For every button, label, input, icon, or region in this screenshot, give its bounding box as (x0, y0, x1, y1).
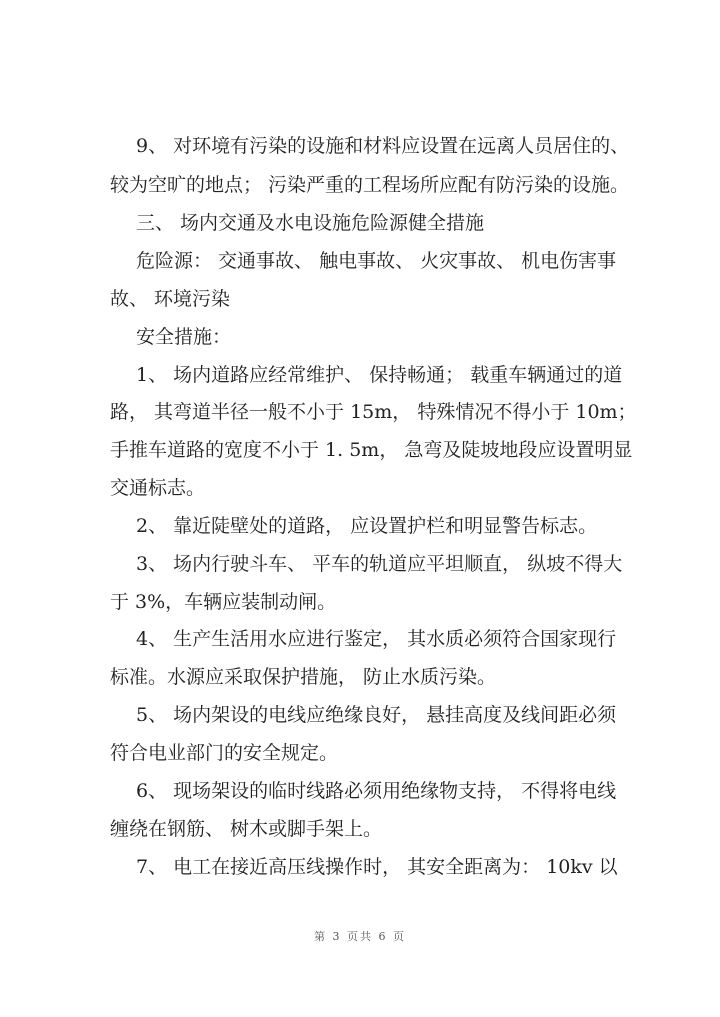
text-line: 较为空旷的地点； 污染严重的工程场所应配有防污染的设施。 (110, 174, 630, 196)
text-line: 缠绕在钢筋、 树木或脚手架上。 (110, 818, 383, 840)
text-line: 于 3%，车辆应装制动闸。 (110, 591, 337, 613)
text-line: 路， 其弯道半径一般不小于 15m， 特殊情况不得小于 10m； (110, 401, 637, 423)
page-number-footer: 第 3 页共 6 页 (314, 930, 406, 943)
text-line: 2、 靠近陡壁处的道路， 应设置护栏和明显警告标志。 (136, 515, 598, 537)
section-heading: 三、 场内交通及水电设施危险源健全措施 (136, 212, 485, 234)
text-line: 9、 对环境有污染的设施和材料应设置在远离人员居住的、 (136, 135, 630, 157)
text-line: 4、 生产生活用水应进行鉴定， 其水质必须符合国家现行 (136, 628, 617, 650)
text-line: 3、 场内行驶斗车、 平车的轨道应平坦顺直， 纵坡不得大 (136, 553, 623, 575)
text-line: 符合电业部门的安全规定。 (110, 742, 339, 764)
text-line: 手推车道路的宽度不小于 1. 5m， 急弯及陡坡地段应设置明显 (110, 439, 633, 461)
text-line: 标准。水源应采取保护措施， 防止水质污染。 (110, 666, 497, 688)
text-line: 交通标志。 (110, 477, 206, 499)
text-line: 5、 场内架设的电线应绝缘良好， 悬挂高度及线间距必须 (136, 704, 617, 726)
text-line: 7、 电工在接近高压线操作时， 其安全距离为： 10kv 以 (136, 856, 618, 878)
text-line: 1、 场内道路应经常维护、 保持畅通； 载重车辆通过的道 (136, 364, 623, 386)
text-line: 危险源： 交通事故、 触电事故、 火灾事故、 机电伤害事 (136, 250, 617, 272)
text-line: 6、 现场架设的临时线路必须用绝缘物支持， 不得将电线 (136, 780, 617, 802)
text-line: 故、 环境污染 (110, 288, 231, 310)
text-line: 安全措施： (136, 326, 232, 348)
